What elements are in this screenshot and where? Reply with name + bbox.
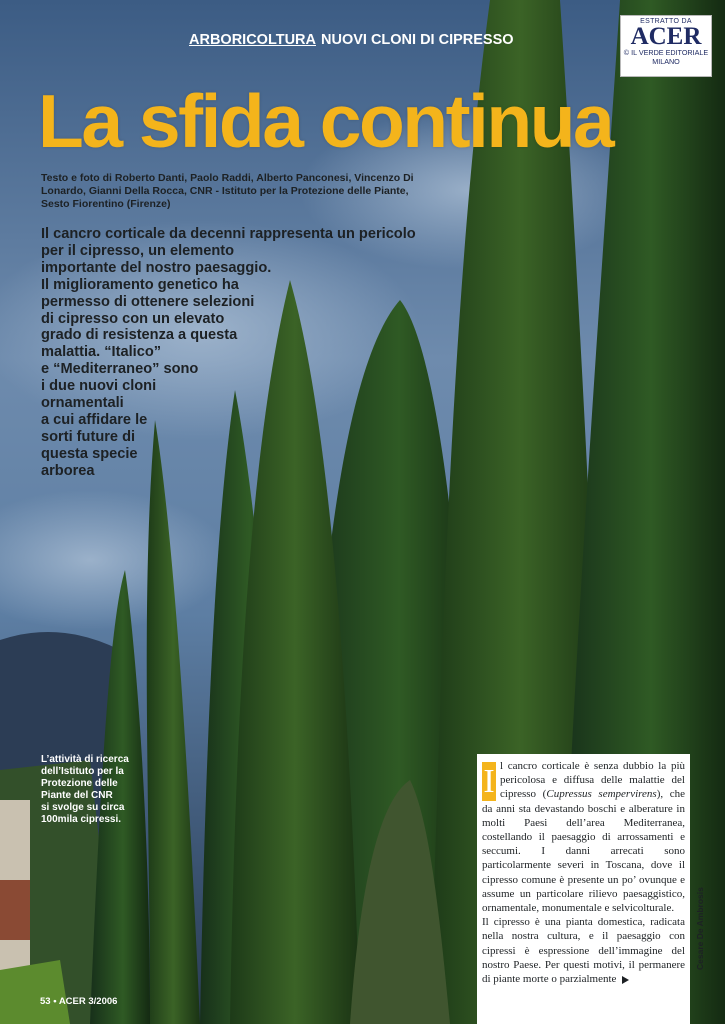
intro-line: Il miglioramento genetico ha (41, 276, 239, 293)
caption-line: L’attività di ricerca (41, 754, 129, 765)
intro-line: arborea (41, 462, 95, 479)
intro-line: per il cipresso, un elemento (41, 242, 235, 259)
article-title: La sfida continua (38, 79, 613, 163)
article-paragraph (482, 915, 685, 986)
article-paragraph (482, 759, 685, 915)
photo-credit: Cesare De Ambrosis (695, 887, 705, 970)
caption-line: si svolge su circa (41, 802, 125, 813)
species-name: Cupressus sempervirens (546, 788, 657, 801)
drop-cap: I (483, 763, 495, 800)
intro-line: grado di resistenza a questa (41, 327, 238, 344)
intro-line: e “Mediterraneo” sono (41, 361, 199, 378)
caption-line: dell’Istituto per la (41, 766, 124, 777)
caption-line: 100mila cipressi. (41, 814, 122, 825)
paragraph-text: Il cipresso è una pianta domestica, radicata nella nostra cultura, e il paesaggio con cipressi è espressione dell’immagine del nostro Paese. Per questi motivi, il permanere di piante morte o parzialmente (482, 916, 685, 986)
intro-line: di cipresso con un elevato (41, 310, 225, 327)
intro-line: sorti future di (41, 428, 136, 445)
article-intro (41, 226, 416, 480)
caption-line: Protezione delle (41, 778, 118, 789)
section-header (189, 32, 514, 48)
intro-line: importante del nostro paesaggio. (41, 259, 272, 276)
acer-logo: ACER (630, 23, 702, 50)
section-name: ARBORICOLTURA (189, 32, 316, 48)
article-body (477, 754, 690, 1024)
paragraph-text: l cancro corticale è senza dubbio la più pericolosa e diffusa delle malattie del cipresso ( (500, 760, 685, 801)
page-folio: 53 • ACER 3/2006 (40, 996, 118, 1007)
badge-copyright: © IL VERDE EDITORIALE (623, 48, 709, 57)
intro-line: ornamentali (41, 395, 124, 412)
caption-line: Piante del CNR (41, 790, 113, 801)
intro-line: a cui affidare le (41, 411, 148, 428)
photo-caption (41, 754, 129, 826)
section-topic: NUOVI CLONI DI CIPRESSO (321, 32, 514, 48)
continue-arrow-icon (622, 976, 629, 984)
paragraph-text: ), che da anni sta devastando boschi e alberature in molti Paesi dell’area Mediterranea, costellando il paesaggio di arrossamenti e seccumi. I danni arrecati sono particolarmente severi in Toscana, dove il cipresso comune è presente un po’ ovunque e assume un particolare rilievo paesaggistico, ornamentale, monumentale e selvicolturale. (482, 788, 686, 915)
publisher-badge (620, 15, 712, 77)
article-credits: Testo e foto di Roberto Danti, Paolo Raddi, Alberto Panconesi, Vincenzo Di Lonardo, Gianni Della Rocca, CNR - Istituto per la Protezione delle Piante, Sesto Fiorentino (Firenze) (41, 172, 414, 210)
intro-line: questa specie (41, 445, 138, 462)
intro-line: Il cancro corticale da decenni rappresenta un pericolo (41, 226, 416, 242)
badge-city: MILANO (652, 57, 680, 66)
intro-line: permesso di ottenere selezioni (41, 293, 255, 310)
badge-excerpt-label: ESTRATTO DA (640, 18, 692, 25)
intro-line: malattia. “Italico” (41, 344, 162, 361)
intro-line: i due nuovi cloni (41, 378, 157, 395)
